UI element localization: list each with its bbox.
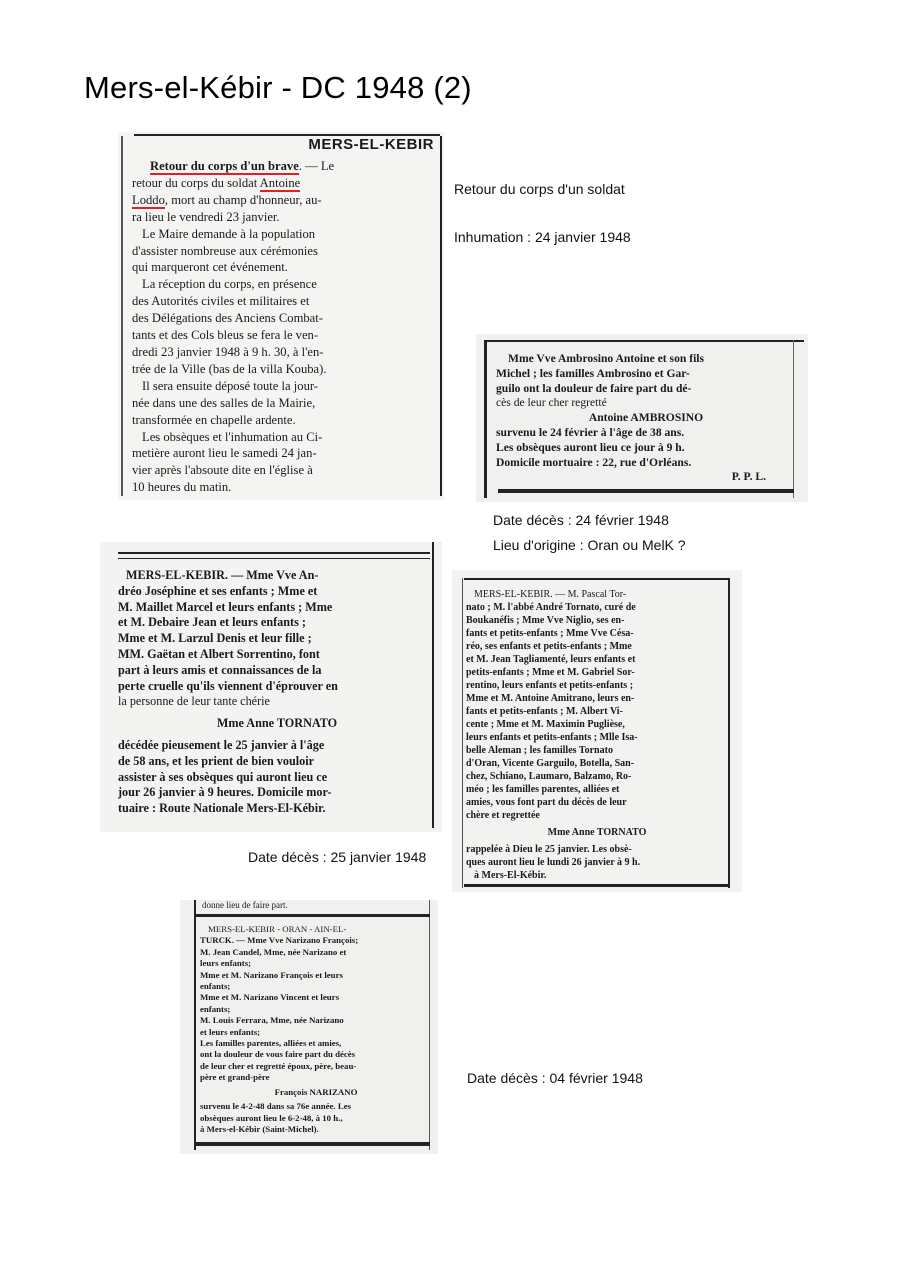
text-line: vier après l'absoute dite en l'église à: [132, 463, 313, 478]
text-line: ra lieu le vendredi 23 janvier.: [132, 209, 280, 224]
note-ambrosino-death: Date décès : 24 février 1948: [493, 512, 669, 528]
text-line: jour 26 janvier à 9 heures. Domicile mor-: [118, 785, 332, 800]
text-line: des Délégations des Anciens Combat-: [132, 311, 323, 326]
text-line: retour du corps du soldat Antoine: [132, 175, 301, 190]
text-line: Il sera ensuite déposé toute la jour-: [142, 378, 318, 393]
note-ambrosino-origin: Lieu d'origine : Oran ou MelK ?: [493, 537, 686, 553]
deceased-name: Antoine AMBROSINO: [588, 411, 704, 425]
text-line: qui marqueront cet événement.: [132, 260, 288, 275]
text-line: M. Maillet Marcel et leurs enfants ; Mme: [118, 599, 333, 614]
text-line: perte cruelle qu'ils viennent d'éprouver en: [118, 678, 338, 693]
note-tornato-death: Date décès : 25 janvier 1948: [248, 849, 427, 865]
text-line: obsèques auront lieu le 6-2-48, à 10 h.,: [200, 1112, 343, 1123]
text-line: et leurs enfants;: [200, 1026, 261, 1037]
text-line: M. Jean Candel, Mme, née Narizano et: [200, 946, 347, 957]
text-line: des Autorités civiles et militaires et: [132, 294, 310, 309]
text-line: Boukanéfis ; Mme Vve Niglio, ses en-: [466, 615, 625, 626]
text-line: Retour du corps d'un brave. — Le: [150, 159, 335, 173]
text-line: rappelée à Dieu le 25 janvier. Les obsè-: [466, 844, 632, 855]
clipping-body: [132, 158, 438, 496]
text-line: Mme et M. Larzul Denis et leur fille ;: [118, 631, 312, 646]
note-narizano-death: Date décès : 04 février 1948: [467, 1070, 643, 1086]
text-line: à Mers-el-Kébir (Saint-Michel).: [200, 1123, 319, 1134]
deceased-name: Mme Anne TORNATO: [547, 827, 647, 838]
text-line: leurs enfants et petits-enfants ; Mlle Isa-: [466, 732, 638, 743]
text-line: la personne de leur tante chérie: [118, 694, 270, 709]
text-line: Mme et M. Narizano Vincent et leurs: [200, 992, 339, 1003]
clipping-body: [466, 588, 728, 882]
text-line: Domicile mortuaire : 22, rue d'Orléans.: [496, 455, 692, 469]
text-line: père et grand-père: [200, 1072, 270, 1083]
text-line: La réception du corps, en présence: [142, 277, 317, 292]
text-line: enfants;: [200, 981, 231, 992]
text-line: 10 heures du matin.: [132, 480, 232, 495]
text-line: et M. Jean Tagliamenté, leurs enfants et: [466, 654, 636, 665]
text-line: Le Maire demande à la population: [142, 226, 316, 241]
clipping-heading: MERS-EL-KEBIR: [308, 136, 434, 153]
text-line: petits-enfants ; Mme et M. Gabriel Sor-: [466, 667, 635, 678]
clipping-loddo: [118, 132, 444, 500]
text-line: Mme et M. Antoine Amitrano, leurs en-: [466, 693, 635, 704]
text-line: trée de la Ville (bas de la villa Kouba).: [132, 361, 327, 376]
clipping-body: [496, 352, 796, 485]
clipping-tornato-2: [452, 570, 742, 892]
clipping-body: [200, 924, 432, 1135]
text-line: tants et des Cols bleus se fera le ven-: [132, 328, 319, 343]
text-line: transformée en chapelle ardente.: [132, 412, 296, 427]
text-line: dredi 23 janvier 1948 à 9 h. 30, à l'en-: [132, 344, 324, 359]
text-line: survenu le 4-2-48 dans sa 76e année. Les: [200, 1101, 352, 1112]
clipping-narizano: [180, 900, 438, 1154]
text-line: d'assister nombreuse aux cérémonies: [132, 243, 318, 258]
text-line: dréo Joséphine et ses enfants ; Mme et: [118, 583, 318, 598]
text-line: amies, vous font part du décès de leur: [466, 797, 627, 808]
text-line: Les obsèques et l'inhumation au Ci-: [142, 429, 323, 444]
text-line: assister à ses obsèques qui auront lieu ce: [118, 769, 328, 784]
text-line: MERS-EL-KEBIR. — M. Pascal Tor-: [474, 589, 627, 600]
text-line: metière auront lieu le samedi 24 jan-: [132, 446, 317, 461]
deceased-name: Mme Anne TORNATO: [216, 716, 338, 731]
deceased-name: François NARIZANO: [274, 1086, 358, 1097]
text-line: d'Oran, Vicente Garguilo, Botella, San-: [466, 758, 635, 769]
text-line: à Mers-El-Kébir.: [474, 870, 547, 881]
text-line: nato ; M. l'abbé André Tornato, curé de: [466, 602, 636, 613]
text-line: belle Aleman ; les familles Tornato: [466, 745, 613, 756]
note-loddo-burial: Inhumation : 24 janvier 1948: [454, 229, 631, 245]
page-title: Mers-el-Kébir - DC 1948 (2): [84, 70, 472, 105]
text-line: survenu le 24 février à l'âge de 38 ans.: [496, 425, 685, 439]
text-line: Les obsèques auront lieu ce jour à 9 h.: [496, 440, 685, 454]
clipping-tornato-1: [100, 542, 442, 832]
text-line: leurs enfants;: [200, 958, 252, 969]
text-line: TURCK. — Mme Vve Narizano François;: [200, 935, 359, 946]
text-line: chez, Schiano, Laumaro, Balzamo, Ro-: [466, 771, 632, 782]
text-line: M. Louis Ferrara, Mme, née Narizano: [200, 1015, 344, 1026]
text-line: cente ; Mme et M. Maximin Puglièse,: [466, 719, 625, 730]
text-line: MM. Gaëtan et Albert Sorrentino, font: [118, 646, 320, 661]
text-line: guilo ont la douleur de faire part du dé-: [496, 381, 692, 395]
text-line: ont la douleur de vous faire part du décès: [200, 1049, 356, 1060]
signature: P. P. L.: [731, 470, 766, 484]
text-line: enfants;: [200, 1003, 231, 1014]
text-line: fants et petits-enfants ; Mme Vve Césa-: [466, 628, 634, 639]
text-line: Les familles parentes, alliées et amies,: [200, 1038, 342, 1049]
clipping-body: [118, 568, 436, 817]
text-line: tuaire : Route Nationale Mers-El-Kébir.: [118, 801, 326, 816]
text-line: MERS-EL-KEBIR - ORAN - AIN-EL-: [208, 924, 347, 934]
text-line: rentino, leurs enfants et petits-enfants ;: [466, 680, 634, 691]
clipping-top-line: donne lieu de faire part.: [202, 900, 288, 910]
text-line: fants et petits-enfants ; M. Albert Vi-: [466, 706, 623, 717]
text-line: part à leurs amis et connaissances de la: [118, 662, 322, 677]
text-line: ques auront lieu le lundi 26 janvier à 9 h.: [466, 857, 641, 868]
text-line: née dans une des salles de la Mairie,: [132, 395, 316, 410]
text-line: chère et regrettée: [466, 810, 540, 821]
text-line: Mme et M. Narizano François et leurs: [200, 969, 343, 980]
note-loddo-return: Retour du corps d'un soldat: [454, 181, 625, 197]
text-line: méo ; les familles parentes, alliées et: [466, 784, 620, 795]
text-line: de 58 ans, et les prient de bien vouloir: [118, 753, 315, 768]
text-line: Loddo, mort au champ d'honneur, au-: [132, 192, 322, 207]
text-line: de leur cher et regretté époux, père, beau-: [200, 1060, 357, 1071]
text-line: Mme Vve Ambrosino Antoine et son fils: [508, 352, 705, 365]
text-line: cès de leur cher regretté: [496, 396, 607, 410]
text-line: MERS-EL-KEBIR. — Mme Vve An-: [126, 568, 319, 582]
text-line: réo, ses enfants et petits-enfants ; Mme: [466, 641, 632, 652]
clipping-ambrosino: [476, 334, 808, 502]
text-line: Michel ; les familles Ambrosino et Gar-: [496, 366, 690, 380]
text-line: décédée pieusement le 25 janvier à l'âge: [118, 737, 325, 752]
text-line: et M. Debaire Jean et leurs enfants ;: [118, 615, 306, 630]
